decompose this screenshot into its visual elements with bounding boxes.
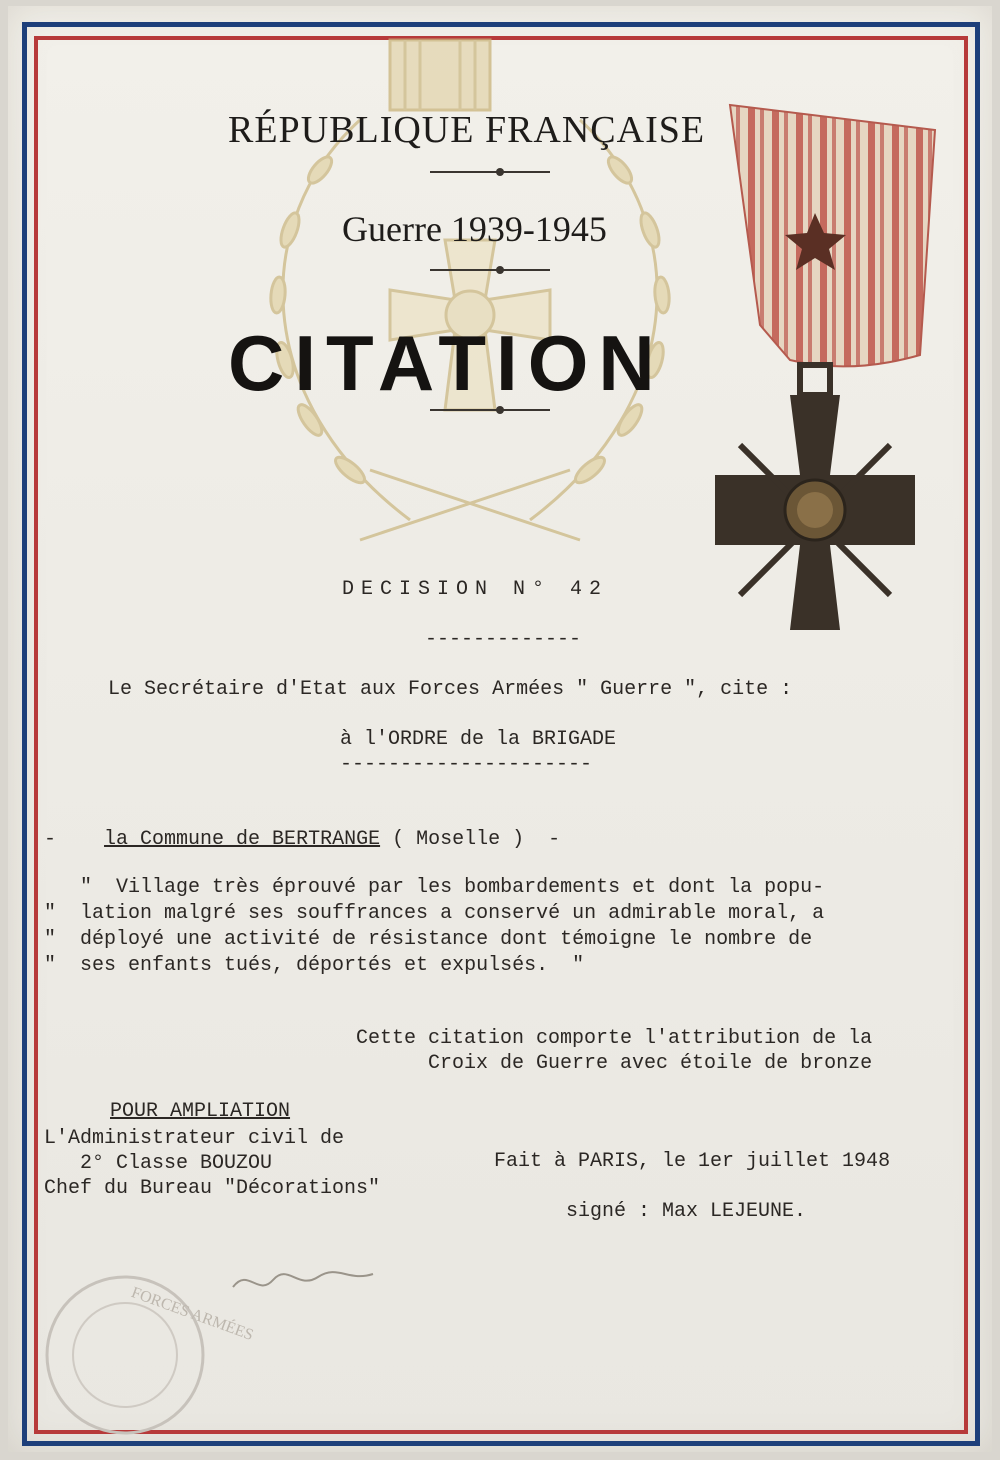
attribution-line: Cette citation comporte l'attribution de la (356, 1027, 873, 1050)
place-date: Fait à PARIS, le 1er juillet 1948 (494, 1150, 891, 1173)
republic-heading: RÉPUBLIQUE FRANÇAISE (228, 109, 706, 151)
commune-prefix: - (44, 828, 57, 851)
decision-number: DECISION N° 42 (342, 578, 609, 601)
commune-region: ( Moselle ) (392, 828, 525, 851)
administrator-block (44, 1126, 380, 1201)
citation-line: " déployé une activité de résistance dont témoigne le nombre de (44, 928, 813, 951)
admin-line: 2° Classe BOUZOU (44, 1152, 273, 1175)
admin-line: Chef du Bureau "Décorations" (44, 1177, 381, 1200)
stamp-text: FORCES ARMÉES (129, 1284, 256, 1345)
separator-line: ------------- (425, 628, 582, 651)
issuer-line: Le Secrétaire d'Etat aux Forces Armées " Guerre ", cite : (108, 678, 793, 701)
war-period-heading: Guerre 1939-1945 (342, 209, 607, 249)
order-line: à l'ORDRE de la BRIGADE (340, 728, 617, 751)
citation-line: " ses enfants tués, déportés et expulsés. " (44, 954, 585, 977)
commune-name: la Commune de BERTRANGE (104, 828, 381, 851)
citation-title: CITATION (228, 319, 665, 407)
separator-line: --------------------- (340, 753, 593, 776)
commune-suffix: - (548, 828, 561, 851)
cited-commune (44, 828, 560, 851)
attribution-line: Croix de Guerre avec étoile de bronze (428, 1052, 873, 1075)
admin-line: L'Administrateur civil de (44, 1127, 345, 1150)
signature-icon (228, 1262, 378, 1302)
citation-text (44, 875, 824, 979)
official-stamp-icon (40, 1270, 256, 1440)
citation-line: " Village très éprouvé par les bombardements et dont la popu- (44, 876, 825, 899)
croix-de-guerre-medal-icon (700, 105, 940, 635)
citation-line: " lation malgré ses souffrances a conservé un admirable moral, a (44, 902, 825, 925)
signatory: signé : Max LEJEUNE. (566, 1200, 807, 1223)
ampliation-heading: POUR AMPLIATION (110, 1100, 291, 1123)
attribution-note (356, 1026, 872, 1076)
